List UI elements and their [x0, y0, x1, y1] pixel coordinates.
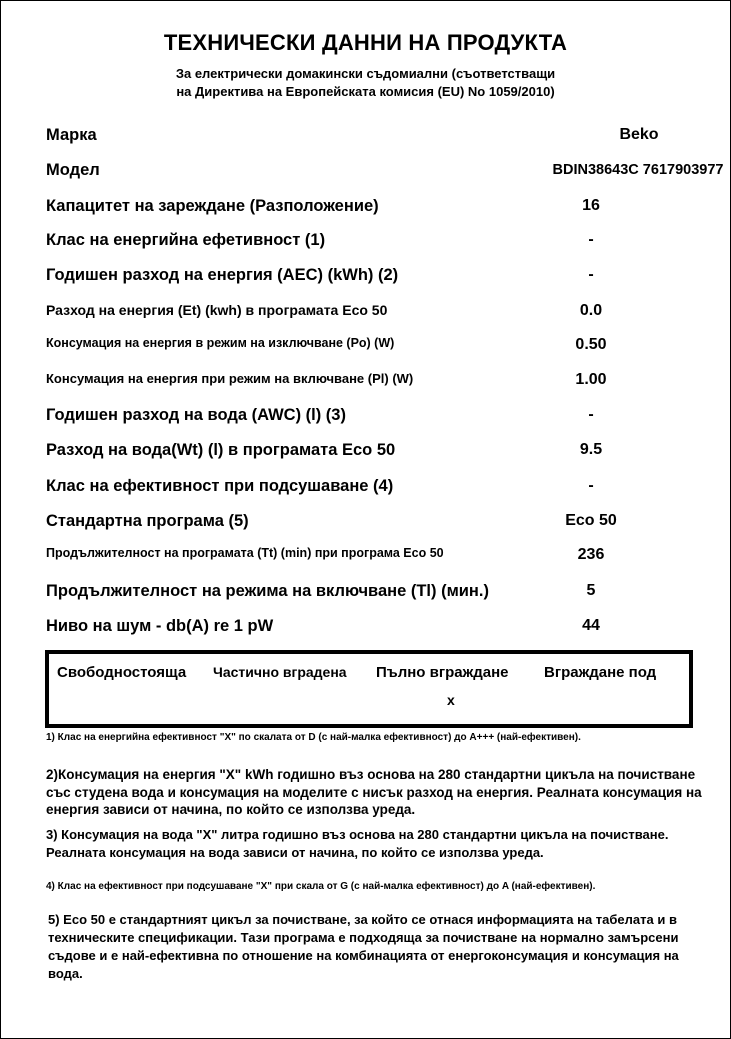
row-value: 0.0: [579, 302, 603, 319]
row-value: 9.5: [579, 441, 603, 458]
footnote-1: 1) Клас на енергийна ефективност "X" по скалата от D (с най-малка ефективност) до A+++ (най-ефективен).: [46, 732, 581, 743]
row-value: -: [588, 266, 594, 283]
row-label: Стандартна програма (5): [46, 512, 249, 530]
row-label: Клас на енергийна ефетивност (1): [46, 231, 326, 249]
row-value: 236: [577, 546, 605, 563]
row-value: 16: [582, 197, 600, 214]
row-label: Консумация на енергия при режим на включване (Pl) (W): [46, 371, 414, 386]
install-freestanding: Свободностояща: [57, 664, 187, 681]
install-fully-built-in: Пълно вграждане: [376, 664, 509, 681]
row-value: Beko: [619, 126, 659, 143]
row-label: Ниво на шум - db(A) re 1 pW: [46, 617, 274, 635]
row-label: Продължителност на програмата (Tt) (min) при програма Eco 50: [46, 546, 444, 560]
row-label: Клас на ефективност при подсушаване (4): [46, 477, 394, 495]
installation-type-box: [45, 650, 693, 728]
install-selected-mark: x: [447, 692, 455, 708]
footnote-2: 2)Консумация на енергия "X" kWh годишно въз основа на 280 стандартни цикъла на почистване със студена вода и консумация на моделите с нисък разход на енергия. Реалната консумация на енергия зависи от начина, по който се използва уреда.: [46, 767, 702, 817]
install-partially-built-in: Частично вградена: [213, 664, 347, 680]
page-title: ТЕХНИЧЕСКИ ДАННИ НА ПРОДУКТА: [163, 30, 568, 55]
row-label: Капацитет на зареждане (Разположение): [46, 197, 379, 215]
row-label: Модел: [46, 161, 100, 179]
row-value: Eco 50: [565, 512, 617, 529]
row-value: 0.50: [575, 336, 607, 353]
row-value: 1.00: [575, 371, 607, 388]
row-value: BDIN38643C 7617903977: [552, 162, 724, 178]
row-label: Годишен разход на вода (AWC) (l) (3): [46, 406, 346, 424]
subtitle: [0, 65, 731, 101]
install-built-under: Вграждане под: [544, 664, 657, 681]
row-value: -: [588, 477, 594, 494]
row-label: Разход на вода(Wt) (l) в програмата Eco 50: [46, 441, 396, 459]
subtitle-line-2: на Директива на Европейската комисия (EU) No 1059/2010): [176, 84, 555, 99]
row-label: Консумация на енергия в режим на изключване (Po) (W): [46, 336, 395, 350]
row-label: Годишен разход на енергия (AEC) (kWh) (2): [46, 266, 399, 284]
row-value: 5: [586, 582, 596, 599]
row-label: Продължителност на режима на включване (Tl) (мин.): [46, 582, 489, 600]
row-value: 44: [582, 617, 600, 634]
row-value: -: [588, 406, 594, 423]
footnote-4: 4) Клас на ефективност при подсушаване "X" при скала от G (с най-малка ефективност) до A (най-ефективен).: [46, 881, 596, 892]
row-value: -: [588, 231, 594, 248]
subtitle-line-1: За електрически домакински съдомиални (съответстващи: [175, 66, 556, 81]
footnote-3: 3) Консумация на вода "X" литра годишно въз основа на 280 стандартни цикъла на почистване. Реалната консумация на вода зависи от начина, по който се използва уреда.: [46, 827, 669, 860]
row-label: Марка: [46, 126, 97, 144]
row-label: Разход на енергия (Et) (kwh) в програмата Eco 50: [46, 302, 388, 318]
footnote-5: 5) Eco 50 е стандартният цикъл за почистване, за който се отнася информацията на табелата и в техническите спецификации. Тази програма е подходяща за почистване на нормално замърсени съдове и е най-ефективна по отношение на комбинацията от енергоконсумация и консумация на вода.: [48, 912, 679, 981]
